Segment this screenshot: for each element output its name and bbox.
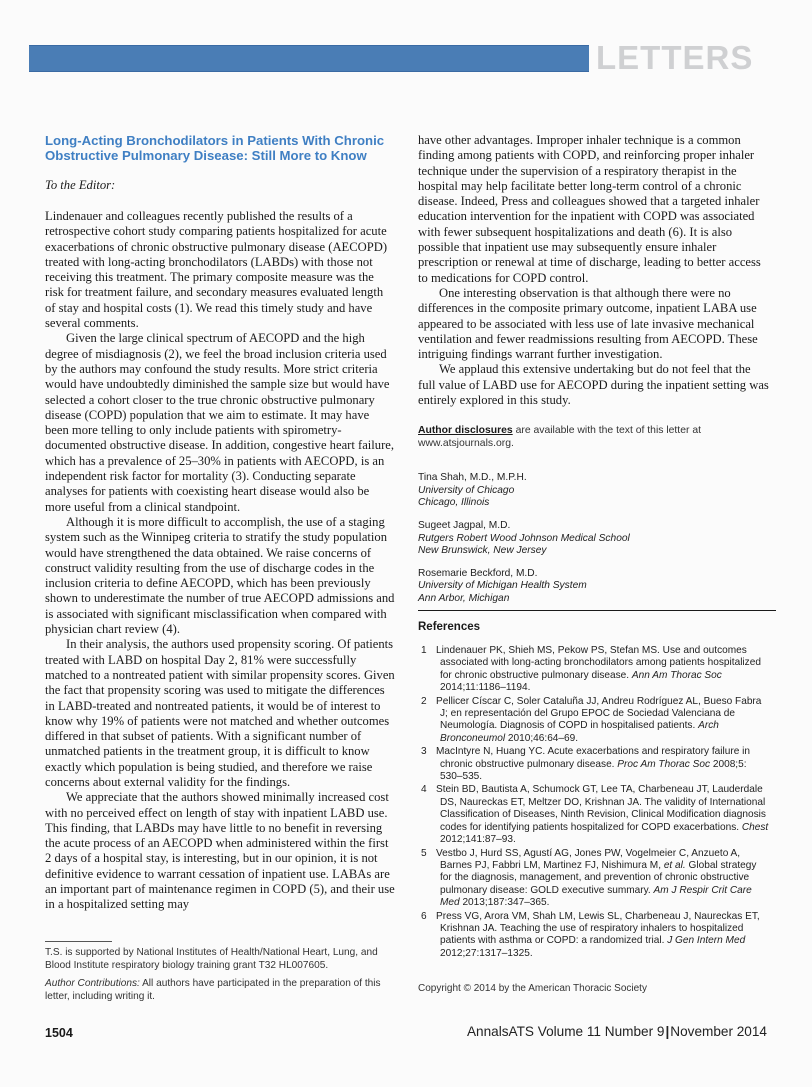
- reference-text: MacIntyre N, Huang YC. Acute exacerbations and respiratory failure in chronic obstructive pulmonary disease.: [436, 746, 750, 770]
- reference-journal: Ann Am Thorac Soc: [631, 669, 722, 681]
- reference-citation: 2014;11:1186–1194.: [440, 682, 531, 694]
- disclosure-text: are available with the text of this letter at www.atsjournals.org.: [418, 425, 701, 450]
- reference-text: Vestbo J, Hurd SS, Agustí AG, Jones PW, Vogelmeier C, Anzueto A, Barnes PJ, Fabbri LM, Martinez FJ, Nishimura M,: [436, 847, 741, 871]
- reference-text: Lindenauer PK, Shieh MS, Pekow PS, Stefan MS. Use and outcomes associated with long-acting bronchodilators among patients hospitalized for chronic obstructive pulmonary disease.: [436, 645, 761, 681]
- author-name: Rosemarie Beckford, M.D.: [418, 568, 538, 580]
- reference-text: Press VG, Arora VM, Shah LM, Lewis SL, Charbeneau J, Naureckas ET, Krishnan JA. Teaching the use of respiratory inhalers to hospitalized patients with asthma or COPD: a randomized trial.: [436, 910, 760, 947]
- footnotes: [45, 947, 397, 1009]
- funding-note: T.S. is supported by National Institutes of Health/National Heart, Lung, and Blood Institute respiratory biology training grant T32 HL007605.: [45, 947, 378, 971]
- body-paragraph: Given the large clinical spectrum of AECOPD and the high degree of misdiagnosis (2), we feel the broad inclusion criteria used by the authors may confound the study results. More strict criteria would have undoubtedly diminished the sample size but would have selected a cohort closer to the true chronic obstructive pulmonary disease (COPD) population that we aim to estimate. It may have been more telling to only include patients with spirometry-documented obstructive disease. In addition, congestive heart failure, which has a prevalence of 25–30% in patients with AECOPD, is an independent risk factor for mortality (3). Conducting separate analyses for patients with coexisting heart disease would also be more useful from a clinical standpoint.: [45, 331, 395, 514]
- reference-item: [418, 746, 770, 783]
- reference-number: 1: [421, 645, 427, 657]
- copyright-notice: Copyright © 2014 by the American Thoracic Society: [418, 983, 647, 995]
- reference-citation: 2008;5: 530–535.: [440, 758, 747, 783]
- reference-text: Pellicer Císcar C, Soler Cataluña JJ, Andreu Rodríguez AL, Bueso Fabra J; en representación del Grupo EPOC de Sociedad Valenciana de Neumología. Diagnosis of COPD in hospitalised patients.: [436, 695, 762, 732]
- references-heading: References: [418, 621, 481, 634]
- reference-journal: Proc Am Thorac Soc: [617, 758, 711, 770]
- author-affiliation: University of Michigan Health System: [418, 580, 587, 592]
- footer-separator: |: [665, 1024, 670, 1039]
- reference-item: [418, 911, 770, 961]
- reference-citation: 2012;141:87–93.: [440, 834, 516, 846]
- journal-footer: [467, 1024, 767, 1039]
- right-column: [418, 133, 770, 994]
- reference-item: [418, 784, 770, 846]
- reference-text: Global strategy for the diagnosis, management, and prevention of chronic obstructive pulmonary disease: GOLD executive summary.: [440, 859, 757, 896]
- author-block: [418, 568, 770, 605]
- reference-number: 4: [421, 784, 427, 796]
- contributions-label: Author Contributions:: [45, 978, 140, 990]
- references-list: [418, 645, 770, 960]
- author-block: [418, 520, 770, 557]
- reference-item: [418, 645, 770, 695]
- reference-number: 3: [421, 746, 427, 758]
- reference-etal: et al.: [663, 859, 686, 871]
- section-banner-bar: [29, 45, 589, 72]
- letter-body-right: [418, 133, 770, 408]
- author-name: Tina Shah, M.D., M.P.H.: [418, 472, 527, 484]
- contributions-note: [45, 978, 397, 1003]
- letter-body-left: [45, 209, 395, 913]
- section-label: LETTERS: [596, 39, 754, 76]
- issue-date: November 2014: [670, 1024, 767, 1039]
- reference-citation: 2012;27:1317–1325.: [440, 947, 533, 959]
- author-location: New Brunswick, New Jersey: [418, 544, 547, 556]
- reference-journal: Arch Bronconeumol: [440, 720, 719, 744]
- body-paragraph: have other advantages. Improper inhaler technique is a common finding among patients with COPD, and reinforcing proper inhaler technique under the supervision of a respiratory therapist in the hospital may help facilitate better long-term control of a chronic disease. Indeed, Press and colleagues showed that a targeted inhaler education intervention for the inpatient with COPD was associated with fewer subsequent hospitalizations and death (6). It is also possible that inpatient use may subsequently ensure inhaler prescription or renewal at time of discharge, leading to better access to medications for COPD control.: [418, 133, 761, 285]
- references-divider: [418, 610, 776, 611]
- reference-number: 5: [421, 847, 427, 859]
- reference-number: 2: [421, 695, 427, 707]
- author-location: Ann Arbor, Michigan: [418, 592, 510, 604]
- reference-number: 6: [421, 910, 427, 922]
- footnote-divider: [45, 941, 112, 942]
- article-title: Long-Acting Bronchodilators in Patients With Chronic Obstructive Pulmonary Disease: Still More to Know: [45, 133, 385, 163]
- author-disclosures: [418, 424, 770, 450]
- left-column: [45, 133, 395, 913]
- reference-journal: Chest: [741, 821, 769, 833]
- page-number: 1504: [45, 1026, 73, 1040]
- reference-citation: 2013;187:347–365.: [459, 897, 550, 909]
- salutation: To the Editor:: [45, 178, 116, 192]
- reference-text: Stein BD, Bautista A, Schumock GT, Lee TA, Charbeneau JT, Lauderdale DS, Naureckas ET, Meltzer DO, Krishnan JA. The validity of International Classification of Diseases, Ninth Revision, Clinical Modification diagnosis codes for identifying patients hospitalized for COPD exacerbations.: [436, 784, 766, 833]
- reference-journal: Am J Respir Crit Care Med: [440, 884, 752, 909]
- body-paragraph: One interesting observation is that although there were no differences in the composite primary outcome, inpatient LABA use appeared to be associated with less use of late invasive mechanical ventilation and fewer readmissions resulting from AECOPD. These intriguing findings warrant further investigation.: [418, 285, 758, 362]
- body-paragraph: We applaud this extensive undertaking but do not feel that the full value of LABD use for AECOPD during the inpatient setting was entirely explored in this study.: [418, 362, 769, 408]
- reference-item: [418, 848, 770, 910]
- author-affiliation: University of Chicago: [418, 484, 515, 496]
- reference-citation: 2010;46:64–69.: [505, 732, 579, 744]
- body-paragraph: Lindenauer and colleagues recently published the results of a retrospective cohort study comparing patients hospitalized for acute exacerbations of chronic obstructive pulmonary disease (AECOPD) treated with long-acting bronchodilators (LABDs) with those not receiving this treatment. The primary composite measure was the risk for treatment failure, and secondary measures evaluated length of stay and hospital costs (1). We read this timely study and have several comments.: [45, 209, 388, 331]
- author-location: Chicago, Illinois: [418, 496, 490, 508]
- reference-item: [418, 696, 770, 746]
- reference-journal: J Gen Intern Med: [667, 935, 746, 947]
- author-block: [418, 472, 770, 509]
- author-disclosures-link[interactable]: Author disclosures: [418, 425, 513, 437]
- body-paragraph: We appreciate that the authors showed minimally increased cost with no perceived effect on length of stay with inpatient LABD use. This finding, that LABDs may have little to no benefit in reversing the acute process of an AECOPD when administered within the first 2 days of a hospital stay, is interesting, but in our opinion, it is not definitive evidence to warrant cessation of inpatient use. LABAs are an important part of maintenance regimen in COPD (5), and their use in a hospitalized setting may: [45, 790, 395, 912]
- author-name: Sugeet Jagpal, M.D.: [418, 520, 511, 532]
- body-paragraph: In their analysis, the authors used propensity scoring. Of patients treated with LABD on hospital Day 2, 81% were successfully matched to a nontreated patient with similar propensity scores. Given the fact that propensity scoring was used to mitigate the differences in LABD-treated and nontreated patients, it would be of interest to know why 19% of patients were not matched and whether outcomes differed in that subset of patients. With a significant number of unmatched patients in the treatment group, it is difficult to know exactly which population is being studied, and therefore we raise concerns about external validity for the findings.: [45, 637, 395, 789]
- contributions-text: All authors have participated in the preparation of this letter, including writing it.: [45, 978, 381, 1002]
- body-paragraph: Although it is more difficult to accomplish, the use of a staging system such as the Winnipeg criteria to stratify the study population would have strengthened the data obtained. We raise concerns of construct validity resulting from the use of discharge codes in the inclusion criteria to define AECOPD, which has been previously shown to underestimate the number of true AECOPD admissions and is associated with significant misclassification when compared with physician chart review (4).: [45, 514, 395, 637]
- author-affiliation: Rutgers Robert Wood Johnson Medical School: [418, 532, 630, 544]
- journal-issue: AnnalsATS Volume 11 Number 9: [466, 1024, 665, 1039]
